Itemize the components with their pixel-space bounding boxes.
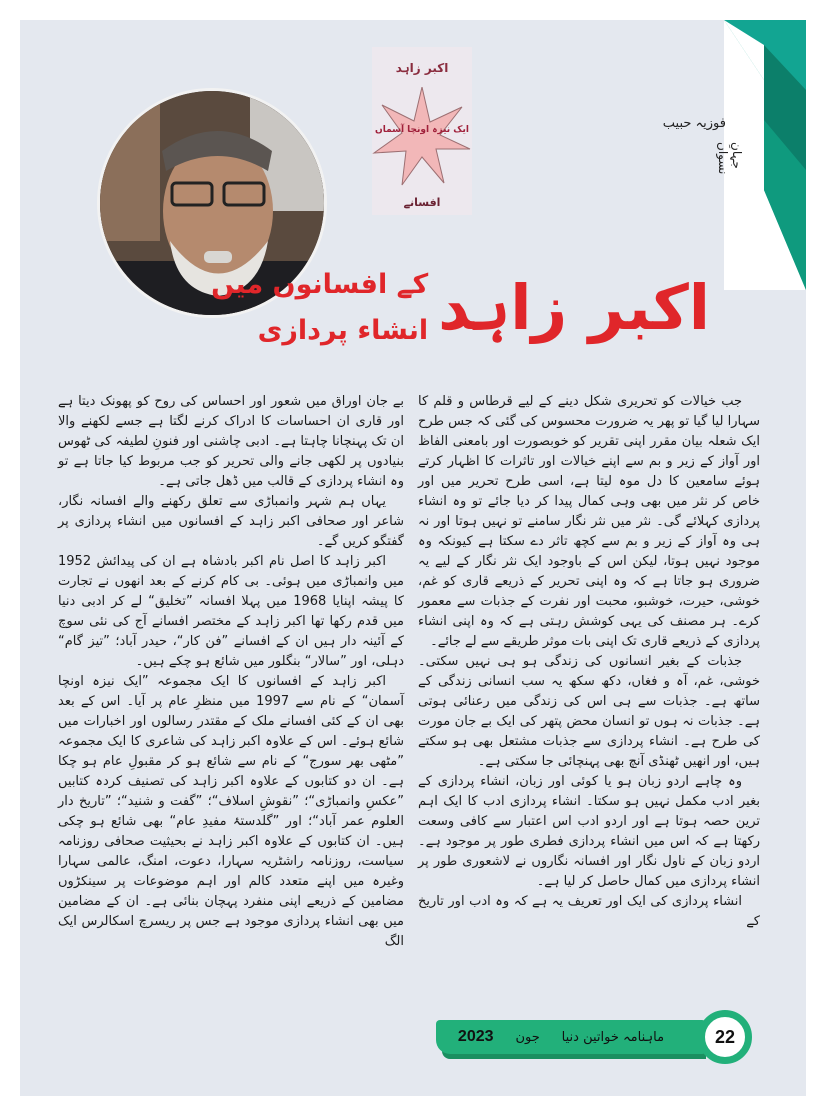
- headline-name: اکبر زاہد: [438, 271, 710, 344]
- article-column-left: [58, 392, 404, 952]
- article-column-right: [418, 392, 760, 932]
- book-cover-genre: افسانے: [403, 196, 441, 209]
- headline-subtitle: [211, 262, 428, 354]
- paragraph: جب خیالات کو تحریری شکل دینے کے لیے قرطاس و قلم کا سہارا لیا گیا تو پھر یہ ضرورت محسوس کی گئی کہ جس طرح ایک شعلہ بیان مقرر اپنی تقریر کو خوبصورت اور بامعنی الفاظ اور آواز کے زیر و بم سے اپنے خیالات اور تاثرات کا اظہار کرتے ہوئے سامعین کا دل موہ لیتا ہے، اسی طرح تحریر میں اور خاص کر نثر میں بھی وہی کمال پیدا کر دیا جائے تو وہ انشاء پردازی کہلائے گی۔ نثر میں نثر نگار سامنے تو نہیں ہوتا اور نہ ہی وہ آواز کے زیر و بم سے کچھ تاثر دے سکتا ہے کیونکہ وہ موجود نہیں ہوتا، لیکن اس کے باوجود ایک نثر نگار کے لیے یہ ضروری ہو جاتا ہے کہ وہ اپنی تحریر کے ذریعے قاری کو غم، خوشی، حیرت، خوشبو، محبت اور نفرت کے جذبات سے معمور کرے۔ ہر مصنف کی یہی کوشش رہتی ہے کہ وہ اپنی انشاء پردازی کے ذریعے قاری تک اپنی بات موثر طریقے سے لے جائے۔: [418, 394, 760, 649]
- issue-month: جون: [515, 1029, 540, 1045]
- book-cover-title: ایک نیزہ اونچا آسماں: [375, 125, 469, 135]
- paragraph: جذبات کے بغیر انسانوں کی زندگی ہو ہی نہیں سکتی۔ خوشی، غم، آہ و فغاں، دکھ سکھ یہ سب انسانی زندگی کے ساتھ ہے۔ جذبات سے ہی اس کی زندگی میں رعنائی ہوتی ہے۔ جذبات نہ ہوں تو انسان محض پتھر کی ایک بے جان مورت کی طرح ہے۔ انشاء پردازی سے جذبات مشتعل بھی ہو سکتے ہیں، اور انھیں ٹھنڈی آنچ بھی پہنچائی جا سکتی ہے۔: [418, 654, 760, 769]
- starburst-graphic: [372, 87, 472, 187]
- page-footer: [436, 1010, 756, 1070]
- paragraph: یہاں ہم شہر وانمباڑی سے تعلق رکھنے والے افسانہ نگار، شاعر اور صحافی اکبر زاہد کے افسانوں میں انشاء پردازی پر گفتگو کریں گے۔: [58, 494, 404, 549]
- book-cover-image: [372, 47, 472, 215]
- paragraph: اکبر زاہد کے افسانوں کا ایک مجموعہ ”ایک نیزہ اونچا آسمان“ کے نام سے 1997 میں منظرِ عام پر آیا۔ اس کے بعد بھی ان کے کئی افسانے ملک کے مقتدر رسالوں اور اخبارات میں شائع ہوئے۔ اس کے علاوہ اکبر زاہد کی شاعری کا ایک مجموعہ ”مٹھی بھر سورج“ کے نام سے شائع ہو کر مقبولِ عام ہو چکا ہے۔ ان دو کتابوں کے علاوہ اکبر زاہد کی تصنیف کردہ کتابیں ”عکسِ وانمباڑی“؛ ”نقوشِ اسلاف“؛ ”گفت و شنید“؛ ”تاریخ دار العلوم عمر آباد“؛ اور ”گلدستۂ مفیدِ عام“ بھی شائع ہو چکی ہیں۔ ان کتابوں کے علاوہ اکبر زاہد نے بحیثیت صحافی روزنامہ سیاست، روزنامہ راشٹریہ سہارا، دعوت، امنگ، عالمی سہارا وغیرہ میں اپنے متعدد کالم اور اہم موضوعات پر سینکڑوں مضامین کے ذریعے اپنی منفرد پہچان بنائی ہے۔ ان کے مضامین میں بھی انشاء پردازی موجود ہے جس پر ریسرچ اسکالرس ایک الگ: [58, 674, 404, 949]
- magazine-name: ماہنامہ خواتین دنیا: [561, 1029, 665, 1045]
- issue-year: 2023: [457, 1028, 494, 1045]
- book-cover-author: اکبر زاہد: [395, 61, 449, 75]
- footer-banner: [436, 1020, 706, 1054]
- magazine-page: [20, 20, 806, 1096]
- section-label: جہانِ نسواں: [716, 142, 744, 175]
- article-headline: [211, 238, 710, 378]
- headline-line1: کے افسانوں میں: [211, 269, 429, 300]
- page-number: 22: [698, 1010, 752, 1064]
- headline-line2: انشاء پردازی: [257, 315, 429, 346]
- paragraph: وہ چاہے اردو زبان ہو یا کوئی اور زبان، انشاء پردازی کے بغیر ادب مکمل نہیں ہو سکتا۔ انشاء پردازی ادب کا ایک اہم ترین حصہ ہوتا ہے اور اردو ادب اس اعتبار سے کافی وسعت رکھتا ہے کہ اس میں انشاء پردازی فطری طور پر موجود ہے۔ اردو زبان کے ناول نگار اور افسانہ نگاروں نے لاشعوری طور پر انشاء پردازی میں کمال حاصل کر لیا ہے۔: [418, 774, 760, 889]
- paragraph: اکبر زاہد کا اصل نام اکبر بادشاہ ہے ان کی پیدائش 1952 میں وانمباڑی میں ہوئی۔ بی کام کرنے کے بعد انھوں نے تجارت کا پیشہ اپنایا 1968 میں پہلا افسانہ ”تخلیق“ لے کر ادبی دنیا میں قدم رکھا تھا اکبر زاہد کے مختصر افسانے آج کی نئی سوچ کے آئینہ دار ہیں ان کے افسانے ”فن کار“، حیدر آباد؛ ”تیز گام“ دہلی، اور ”سالار“ بنگلور میں شائع ہو چکے ہیں۔: [58, 554, 404, 669]
- paragraph: انشاء پردازی کی ایک اور تعریف یہ ہے کہ وہ ادب اور تاریخ کے: [418, 894, 760, 929]
- paragraph: بے جان اوراق میں شعور اور احساس کی روح کو پھونک دیتا ہے اور قاری ان احساسات کا ادراک کرنے لگتا ہے جسے لکھنے والا ان تک پہنچانا چاہتا ہے۔ ادبی چاشنی اور فنونِ لطیفہ کی ٹھوس بنیادوں پر لکھی جانے والی تحریر کو جب مربوط کیا جاتا ہے تو وہ انشاء پردازی کے قالب میں ڈھل جاتی ہے۔: [58, 394, 404, 489]
- author-name: فوزیہ حبیب: [662, 116, 726, 131]
